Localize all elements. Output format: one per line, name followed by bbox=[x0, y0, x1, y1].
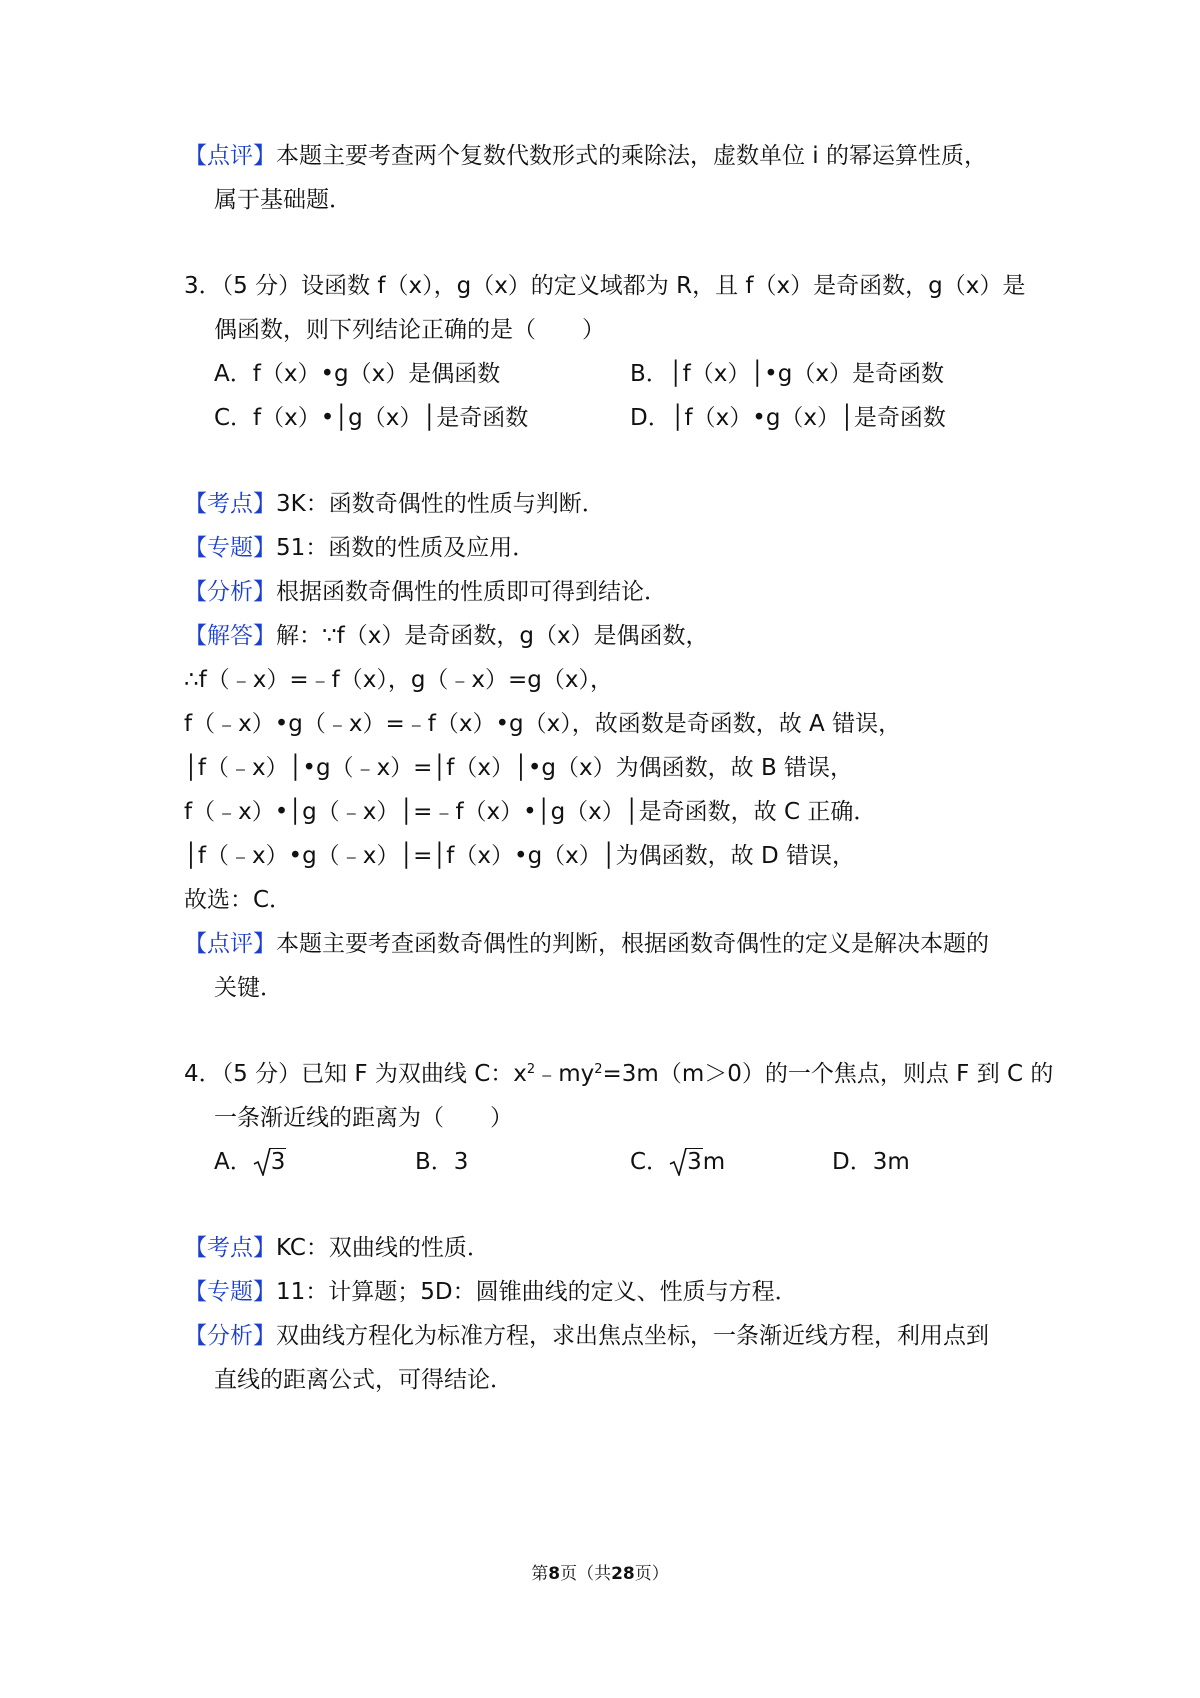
q4-zhuanti-line bbox=[184, 1276, 798, 1308]
question-4-stem bbox=[184, 1058, 1053, 1090]
question-4-stem-2: 一条渐近线的距离为（ ） bbox=[214, 1105, 513, 1131]
review-tag: 【点评】 bbox=[184, 143, 276, 169]
zhuanti-tag: 【专题】 bbox=[184, 1279, 276, 1305]
q4-exponent: 2 bbox=[594, 1062, 603, 1077]
q4-text-c: =3m（m＞0）的一个焦点，则点 F 到 C 的 bbox=[602, 1061, 1054, 1087]
sqrt-symbol bbox=[669, 1146, 703, 1178]
dianping-line-2: 关键． bbox=[214, 975, 283, 1001]
option-a: A．f（x）•g（x）是偶函数 bbox=[214, 361, 501, 387]
jieda-tag: 【解答】 bbox=[184, 623, 276, 649]
q4-option-a bbox=[214, 1146, 286, 1178]
option-c: C．f（x）•│g（x）│是奇函数 bbox=[214, 405, 529, 431]
q4-option-a-label: A． bbox=[214, 1149, 253, 1175]
option-d: D．│f（x）•g（x）│是奇函数 bbox=[630, 405, 946, 431]
q4-option-c bbox=[630, 1146, 725, 1178]
dianping-line bbox=[184, 928, 989, 960]
kaodian-text: 3K：函数奇偶性的性质与判断． bbox=[276, 491, 605, 517]
footer-suffix: 页） bbox=[634, 1564, 669, 1584]
jieda-line bbox=[184, 620, 709, 652]
q4-option-c-label: C． bbox=[630, 1149, 670, 1175]
question-3-stem-2: 偶函数，则下列结论正确的是（ ） bbox=[214, 317, 605, 343]
solution-step: ∴f（﹣x）=﹣f（x），g（﹣x）=g（x）， bbox=[184, 667, 614, 693]
footer-middle: 页（共 bbox=[560, 1564, 612, 1584]
jieda-text: 解：∵f（x）是奇函数，g（x）是偶函数， bbox=[276, 623, 709, 649]
kaodian-tag: 【考点】 bbox=[184, 1235, 276, 1261]
option-b: B．│f（x）│•g（x）是奇函数 bbox=[630, 361, 944, 387]
footer-prefix: 第 bbox=[531, 1564, 549, 1584]
review-line-2: 属于基础题． bbox=[214, 187, 352, 213]
review-line bbox=[184, 140, 987, 172]
zhuanti-tag: 【专题】 bbox=[184, 535, 276, 561]
fenxi-tag: 【分析】 bbox=[184, 1323, 276, 1349]
kaodian-line bbox=[184, 488, 605, 520]
radical-sign-icon bbox=[253, 1148, 271, 1176]
q4-kaodian-line bbox=[184, 1232, 490, 1264]
q4-fenxi-line bbox=[184, 1320, 989, 1352]
kaodian-tag: 【考点】 bbox=[184, 491, 276, 517]
fenxi-text: 根据函数奇偶性的性质即可得到结论． bbox=[276, 579, 667, 605]
fenxi-text: 双曲线方程化为标准方程，求出焦点坐标，一条渐近线方程，利用点到 bbox=[276, 1323, 989, 1349]
sqrt-symbol bbox=[253, 1146, 287, 1178]
kaodian-text: KC：双曲线的性质． bbox=[276, 1235, 490, 1261]
q4-option-c-suffix: m bbox=[702, 1149, 726, 1175]
page-number: 8 bbox=[548, 1564, 561, 1584]
radical-sign-icon bbox=[669, 1148, 687, 1176]
q4-option-d: D．3m bbox=[832, 1149, 910, 1175]
q4-fenxi-line-2: 直线的距离公式，可得结论． bbox=[214, 1367, 513, 1393]
zhuanti-text: 51：函数的性质及应用． bbox=[276, 535, 536, 561]
question-3-stem: 3．（5 分）设函数 f（x），g（x）的定义域都为 R，且 f（x）是奇函数，g（x）是 bbox=[184, 273, 1026, 299]
page-footer bbox=[0, 1562, 1200, 1586]
solution-step: │f（﹣x）│•g（﹣x）=│f（x）│•g（x）为偶函数，故 B 错误， bbox=[184, 755, 854, 781]
zhuanti-text: 11：计算题；5D：圆锥曲线的定义、性质与方程． bbox=[276, 1279, 798, 1305]
radicand: 3 bbox=[270, 1149, 286, 1175]
solution-step: f（﹣x）•│g（﹣x）│=﹣f（x）•│g（x）│是奇函数，故 C 正确． bbox=[184, 799, 877, 825]
dianping-tag: 【点评】 bbox=[184, 931, 276, 957]
solution-step: │f（﹣x）•g（﹣x）│=│f（x）•g（x）│为偶函数，故 D 错误， bbox=[184, 843, 855, 869]
q4-exponent: 2 bbox=[526, 1062, 536, 1077]
zhuanti-line bbox=[184, 532, 535, 564]
solution-step: f（﹣x）•g（﹣x）=﹣f（x）•g（x），故函数是奇函数，故 A 错误， bbox=[184, 711, 902, 737]
fenxi-tag: 【分析】 bbox=[184, 579, 276, 605]
q4-option-b: B．3 bbox=[415, 1149, 469, 1175]
radicand: 3 bbox=[687, 1149, 702, 1175]
dianping-text: 本题主要考查函数奇偶性的判断，根据函数奇偶性的定义是解决本题的 bbox=[276, 931, 989, 957]
fenxi-line bbox=[184, 576, 667, 608]
q4-text-b: ﹣my bbox=[535, 1061, 595, 1087]
total-pages: 28 bbox=[611, 1564, 635, 1584]
q4-text-a: 4．（5 分）已知 F 为双曲线 C：x bbox=[184, 1061, 527, 1087]
review-text: 本题主要考查两个复数代数形式的乘除法，虚数单位 i 的幂运算性质， bbox=[276, 143, 988, 169]
solution-step: 故选：C． bbox=[184, 887, 293, 913]
